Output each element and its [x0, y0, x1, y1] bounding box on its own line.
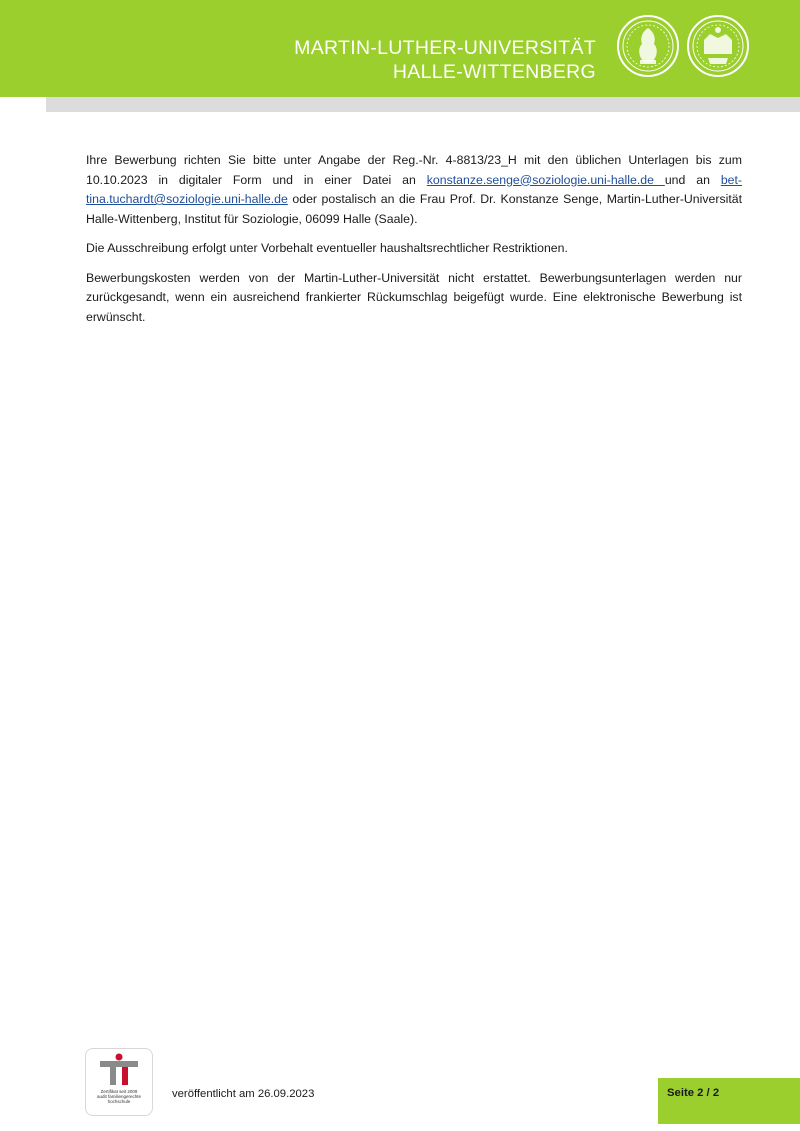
university-name-line1: MARTIN-LUTHER-UNIVERSITÄT — [294, 37, 596, 59]
paragraph-text: und an — [664, 172, 721, 187]
email-link-tuchardt[interactable]: bet-tina.tuchardt@soziologie.uni-halle.de — [86, 172, 743, 206]
family-audit-logo — [85, 1048, 153, 1116]
header-gray-bar — [46, 97, 800, 112]
page-number: Seite 2 / 2 — [667, 1087, 720, 1099]
seal-icon — [616, 14, 680, 78]
published-date: veröffentlicht am 26.09.2023 — [172, 1088, 315, 1100]
header-bar — [0, 0, 800, 97]
logo-caption — [86, 1089, 152, 1104]
paragraph-application — [86, 151, 742, 229]
university-name-line2: HALLE-WITTENBERG — [392, 61, 596, 83]
family-audit-icon — [86, 1049, 152, 1089]
logo-caption-line: Zertifikat seit 2009 — [100, 1089, 138, 1094]
logo-caption-line: audit familiengerechte — [96, 1094, 142, 1099]
paragraph-reservation: Die Ausschreibung erfolgt unter Vorbehalt eventueller haushaltsrechtlicher Restriktionen. — [86, 241, 568, 255]
email-link-senge[interactable]: konstanze.senge@soziologie.uni-halle.de — [426, 172, 665, 187]
document-body — [86, 151, 742, 337]
university-name — [294, 36, 596, 84]
seal-icon — [686, 14, 750, 78]
logo-caption-line: hochschule — [107, 1099, 131, 1104]
paragraph-costs: Bewerbungskosten werden von der Martin-Luther-Universität nicht erstattet. Bewerbungsunterlagen werden nur zurückgesandt, wenn ein ausreichend frankierter Rückumschlag beigefügt wurde. Eine elektronische Bewerbung ist erwünscht. — [86, 270, 742, 324]
page-number-box — [658, 1078, 800, 1124]
paragraph-text: oder postalisch an die Frau Prof. Dr. Konstanze Senge, Martin-Luther-Universität Halle-Wittenberg, Institut für Soziologie, 06099 Halle (Saale). — [86, 192, 742, 226]
paragraph-text: Ihre Bewerbung richten Sie bitte unter Angabe der Reg.-Nr. 4-8813/23_H mit den üblichen Unterlagen bis zum 10.10.2023 in digitaler Form und in einer Datei an — [86, 153, 742, 187]
